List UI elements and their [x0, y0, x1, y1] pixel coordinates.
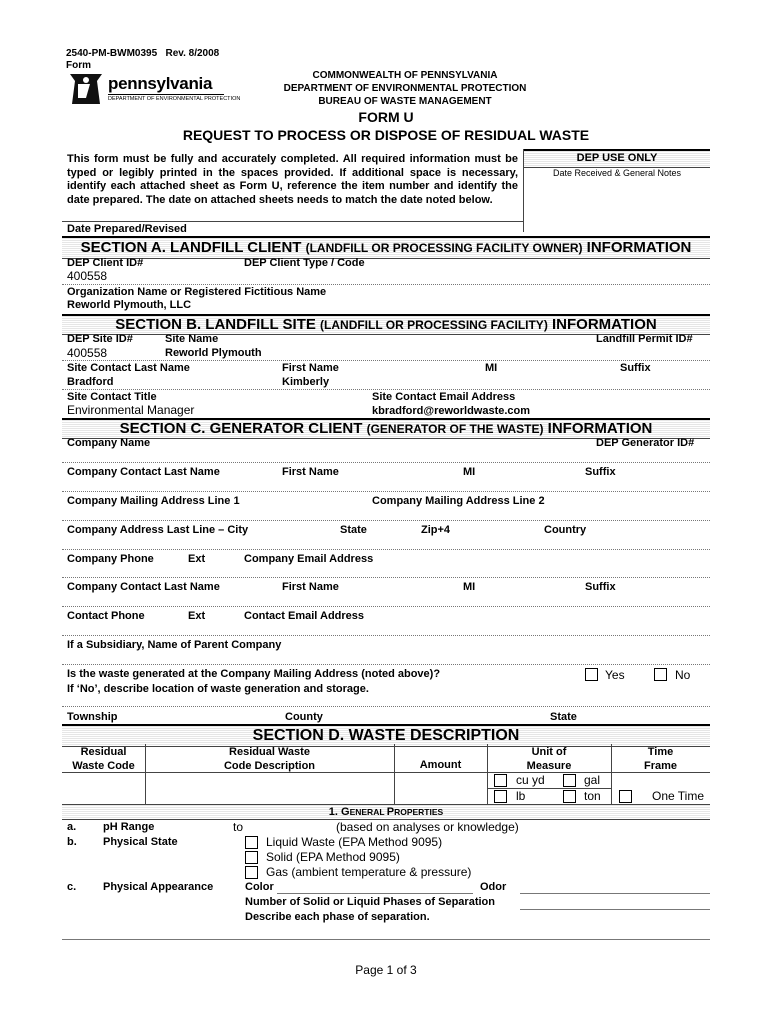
site-contact-title-label: Site Contact Title — [67, 391, 157, 403]
suffix-label: Suffix — [620, 362, 651, 374]
company-suffix-label: Suffix — [585, 466, 616, 478]
company-name-label: Company Name — [67, 437, 151, 449]
contact-phone-label: Contact Phone — [67, 610, 145, 622]
company-ext-label: Ext — [188, 553, 206, 565]
company-contact-last-label: Company Contact Last Name — [67, 466, 220, 478]
item-c-marker: c. — [67, 881, 77, 893]
pennsylvania-logo — [66, 72, 241, 106]
unit-gal-checkbox[interactable] — [563, 774, 576, 787]
ph-to-label: to — [233, 820, 244, 834]
site-contact-email-label: Site Contact Email Address — [372, 391, 516, 403]
site-contact-last-value[interactable]: Bradford — [67, 376, 114, 388]
code-description-header: Residual Waste Code Description — [223, 746, 316, 772]
organization-name-label: Organization Name or Registered Fictitious Name — [67, 286, 327, 298]
keystone-icon — [66, 72, 106, 106]
logo-wordmark: pennsylvania — [108, 74, 213, 93]
date-prepared-label: Date Prepared/Revised — [67, 223, 187, 235]
unit-cuyd-label: cu yd — [516, 773, 545, 787]
dep-client-id-label: DEP Client ID# — [67, 257, 144, 269]
section-b-header: SECTION B. LANDFILL SITE (LANDFILL OR PROCESSING FACILITY) INFORMATION — [62, 314, 710, 335]
company-phone-label: Company Phone — [67, 553, 154, 565]
gas-waste-checkbox[interactable] — [245, 866, 258, 879]
dep-use-subtitle: Date Received & General Notes — [552, 168, 682, 178]
unit-lb-label: lb — [516, 789, 526, 803]
unit-gal-label: gal — [584, 773, 601, 787]
dep-site-id-value[interactable]: 400558 — [67, 346, 108, 360]
section-c-header: SECTION C. GENERATOR CLIENT (GENERATOR OF THE WASTE) INFORMATION — [62, 418, 710, 439]
dep-use-only-header: DEP USE ONLY — [524, 149, 710, 168]
describe-phases-field[interactable] — [62, 939, 710, 940]
waste-location-instruction: If ‘No’, describe location of waste generation and storage. — [67, 683, 369, 695]
site-name-value[interactable]: Reworld Plymouth — [165, 347, 262, 359]
no-checkbox[interactable] — [654, 668, 667, 681]
liquid-waste-label: Liquid Waste (EPA Method 9095) — [266, 835, 443, 849]
describe-phases-label: Describe each phase of separation. — [245, 911, 430, 923]
form-title: FORM U — [358, 109, 414, 125]
instructions-text: This form must be fully and accurately completed. All required information must be typed or legibly printed in the spaces provided. If additional space is necessary, identify each attached sheet as Form U, reference the item number and identify the date prepared. The date on attached sheets needs to match the date noted below. — [67, 153, 518, 206]
first-name-value[interactable]: Kimberly — [282, 376, 330, 388]
unit-cuyd-checkbox[interactable] — [494, 774, 507, 787]
zip-label: Zip+4 — [421, 524, 451, 536]
color-label: Color — [245, 881, 274, 893]
agency-block — [260, 69, 550, 108]
physical-appearance-label: Physical Appearance — [103, 881, 214, 893]
section-d-header: SECTION D. WASTE DESCRIPTION — [62, 724, 710, 747]
time-frame-header: Time Frame — [643, 746, 678, 772]
unit-lb-checkbox[interactable] — [494, 790, 507, 803]
yes-checkbox[interactable] — [585, 668, 598, 681]
gas-waste-label: Gas (ambient temperature & pressure) — [266, 865, 472, 879]
phases-label: Number of Solid or Liquid Phases of Separation — [245, 896, 495, 908]
unit-ton-checkbox[interactable] — [563, 790, 576, 803]
unit-of-measure-header: Unit of Measure — [526, 746, 572, 772]
yes-label: Yes — [605, 668, 625, 682]
solid-waste-label: Solid (EPA Method 9095) — [266, 850, 400, 864]
company-mi-label: MI — [463, 466, 476, 478]
parent-company-label: If a Subsidiary, Name of Parent Company — [67, 639, 282, 651]
color-field[interactable] — [277, 893, 473, 894]
agency-line-2: DEPARTMENT OF ENVIRONMENTAL PROTECTION — [283, 83, 527, 94]
mi-label: MI — [485, 362, 498, 374]
dep-generator-id-label: DEP Generator ID# — [596, 437, 695, 449]
county-label: County — [285, 711, 323, 723]
company-mi-2-label: MI — [463, 581, 476, 593]
residual-waste-code-header: Residual Waste Code — [72, 746, 135, 772]
organization-name-value[interactable]: Reworld Plymouth, LLC — [67, 299, 192, 311]
site-contact-email-value[interactable]: kbradford@reworldwaste.com — [372, 405, 531, 417]
site-contact-last-label: Site Contact Last Name — [67, 362, 190, 374]
landfill-permit-label: Landfill Permit ID# — [596, 333, 693, 345]
agency-line-1: COMMONWEALTH OF PENNSYLVANIA — [312, 70, 498, 81]
company-first-name-label: First Name — [282, 466, 339, 478]
company-first-name-2-label: First Name — [282, 581, 339, 593]
odor-label: Odor — [480, 881, 507, 893]
contact-ext-label: Ext — [188, 610, 206, 622]
solid-waste-checkbox[interactable] — [245, 851, 258, 864]
logo-subtitle: DEPARTMENT OF ENVIRONMENTAL PROTECTION — [108, 96, 241, 102]
dep-site-id-label: DEP Site ID# — [67, 333, 133, 345]
company-contact-last-2-label: Company Contact Last Name — [67, 581, 220, 593]
form-subtitle: REQUEST TO PROCESS OR DISPOSE OF RESIDUAL WASTE — [182, 127, 590, 143]
ph-note: (based on analyses or knowledge) — [336, 820, 519, 834]
one-time-checkbox[interactable] — [619, 790, 632, 803]
township-label: Township — [67, 711, 118, 723]
country-label: Country — [544, 524, 587, 536]
amount-header: Amount — [419, 759, 462, 771]
form-word: Form — [66, 60, 91, 71]
ph-range-label: pH Range — [103, 821, 155, 833]
general-properties-header: 1. GENERAL PROPERTIES — [62, 805, 710, 820]
site-name-label: Site Name — [165, 333, 219, 345]
liquid-waste-checkbox[interactable] — [245, 836, 258, 849]
waste-location-question: Is the waste generated at the Company Mailing Address (noted above)? — [67, 668, 441, 680]
mailing-address-1-label: Company Mailing Address Line 1 — [67, 495, 240, 507]
unit-ton-label: ton — [584, 789, 601, 803]
state-2-label: State — [550, 711, 577, 723]
no-label: No — [675, 668, 691, 682]
phases-field[interactable] — [520, 909, 710, 910]
item-b-marker: b. — [67, 836, 77, 848]
city-label: Company Address Last Line – City — [67, 524, 249, 536]
dep-client-type-label: DEP Client Type / Code — [244, 257, 365, 269]
agency-line-3: BUREAU OF WASTE MANAGEMENT — [318, 96, 492, 107]
mailing-address-2-label: Company Mailing Address Line 2 — [372, 495, 545, 507]
first-name-label: First Name — [282, 362, 339, 374]
page-number: Page 1 of 3 — [355, 963, 417, 977]
site-contact-title-value[interactable]: Environmental Manager — [67, 403, 195, 417]
date-prepared-field[interactable] — [190, 222, 515, 234]
contact-email-label: Contact Email Address — [244, 610, 365, 622]
one-time-label: One Time — [652, 789, 705, 803]
company-email-label: Company Email Address — [244, 553, 374, 565]
physical-state-label: Physical State — [103, 836, 178, 848]
section-a-header: SECTION A. LANDFILL CLIENT (LANDFILL OR PROCESSING FACILITY OWNER) INFORMATION — [62, 236, 710, 259]
dep-client-id-value[interactable]: 400558 — [67, 269, 108, 283]
item-a-marker: a. — [67, 821, 77, 833]
odor-field[interactable] — [520, 893, 710, 894]
form-code: 2540-PM-BWM0395 Rev. 8/2008 — [66, 48, 220, 59]
company-suffix-2-label: Suffix — [585, 581, 616, 593]
state-label: State — [340, 524, 367, 536]
